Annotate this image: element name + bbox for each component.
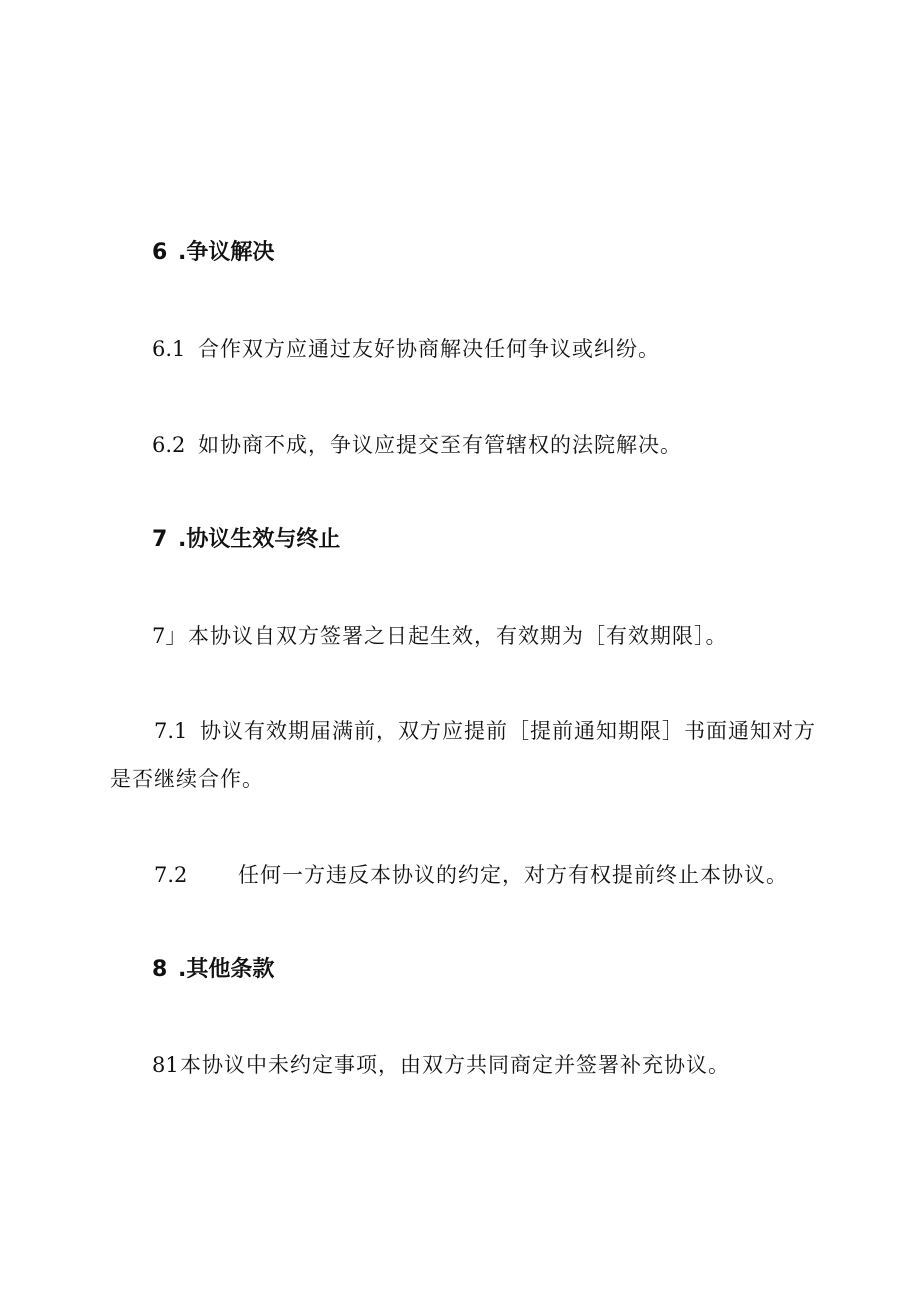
- clause-text: 本协议自双方签署之日起生效，有效期为［有效期限］。: [188, 624, 728, 648]
- clause-number: 7.2: [154, 863, 188, 887]
- clause-8-1: [152, 1051, 730, 1079]
- clause-6-1: [152, 335, 660, 363]
- section-number: 8: [152, 957, 168, 982]
- clause-number: 7.1: [154, 719, 188, 743]
- clause-7-0: [152, 622, 728, 650]
- clause-text: 任何一方违反本协议的约定，对方有权提前终止本协议。: [238, 863, 788, 887]
- section-number: 7: [152, 527, 168, 552]
- section-heading-7: [152, 526, 340, 554]
- clause-7-1: [154, 717, 816, 745]
- section-title: .其他条款: [178, 957, 275, 982]
- section-title: .争议解决: [178, 240, 275, 265]
- clause-7-1-continuation: [110, 765, 264, 793]
- clause-text: 本协议中未约定事项，由双方共同商定并签署补充协议。: [180, 1053, 730, 1077]
- clause-number: 6.2: [152, 433, 186, 457]
- section-title: .协议生效与终止: [178, 527, 341, 552]
- clause-text: 如协商不成，争议应提交至有管辖权的法院解决。: [198, 433, 682, 457]
- clause-text: 合作双方应通过友好协商解决任何争议或纠纷。: [198, 337, 660, 361]
- section-number: 6: [152, 240, 168, 265]
- clause-number: 6.1: [152, 337, 186, 361]
- clause-text-continuation: 是否继续合作。: [110, 767, 264, 791]
- clause-text: 协议有效期届满前，双方应提前［提前通知期限］书面通知对方: [200, 719, 816, 743]
- clause-6-2: [152, 431, 682, 459]
- section-heading-6: [152, 239, 274, 267]
- clause-number: 7」: [152, 624, 187, 648]
- section-heading-8: [152, 956, 274, 984]
- clause-number: 81: [152, 1053, 179, 1077]
- clause-7-2: [154, 861, 788, 889]
